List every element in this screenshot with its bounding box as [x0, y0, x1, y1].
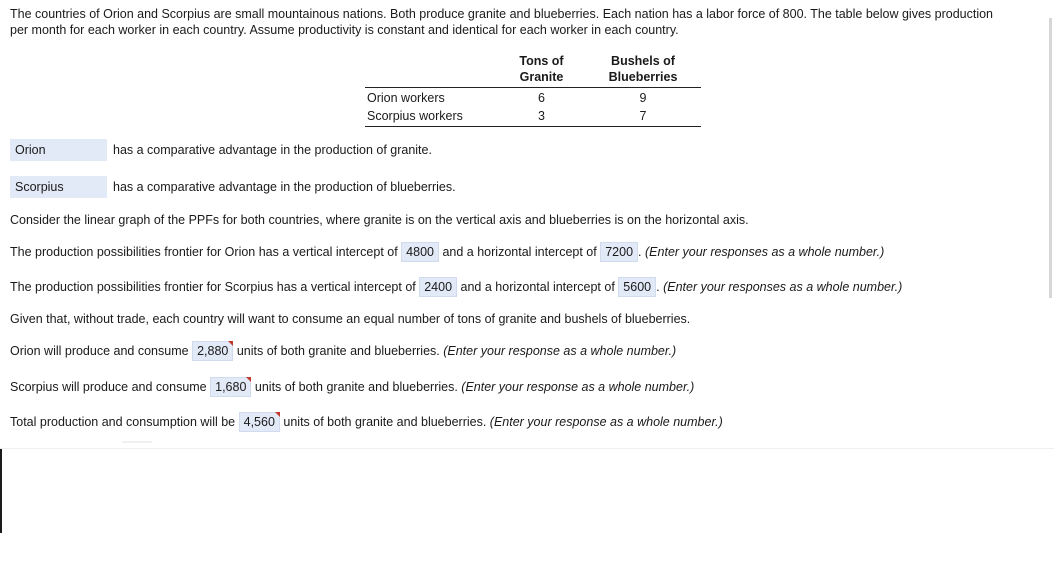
orion-consume-pre: Orion will produce and consume: [10, 344, 189, 358]
total-consume-post: units of both granite and blueberries.: [283, 415, 487, 429]
scorpius-consume-hint: (Enter your response as a whole number.): [461, 380, 695, 394]
left-edge-bar: [0, 449, 2, 533]
orion-consume-input[interactable]: 2,880: [192, 341, 233, 361]
table-header-empty: [365, 51, 498, 88]
cell-scorpius-granite: 3: [498, 107, 585, 127]
scorpius-consume-line: [10, 377, 694, 397]
consider-text: Consider the linear graph of the PPFs for both countries, where granite is on the vertical axis and blueberries is on the horizontal axis.: [10, 213, 749, 227]
scorpius-horizontal-intercept-input[interactable]: 5600: [618, 277, 656, 297]
ppf-orion-mid: and a horizontal intercept of: [442, 245, 597, 259]
intro-line-1: The countries of Orion and Scorpius are small mountainous nations. Both produce granite and blueberries. Each nation has a labor force of 800. The table below gives production: [10, 7, 994, 21]
cell-scorpius-blueberries: 7: [585, 107, 701, 127]
total-consume-input[interactable]: 4,560: [239, 412, 280, 432]
table-header-blueberries: Bushels of Blueberries: [585, 51, 701, 88]
problem-intro: [10, 6, 1040, 38]
granite-advantage-text: has a comparative advantage in the production of granite.: [113, 143, 432, 157]
orion-consume-line: [10, 341, 676, 361]
country-select-blueberries[interactable]: Scorpius: [10, 176, 107, 198]
ppf-scorpius-pre: The production possibilities frontier for Scorpius has a vertical intercept of: [10, 280, 416, 294]
table-header-row: [365, 51, 701, 88]
total-consume-pre: Total production and consumption will be: [10, 415, 236, 429]
row-label-orion: Orion workers: [367, 91, 445, 105]
table-header-granite: Tons of Granite: [498, 51, 585, 88]
table-row: [365, 88, 701, 108]
ppf-scorpius-mid: and a horizontal intercept of: [460, 280, 615, 294]
table-row: [365, 107, 701, 127]
ppf-scorpius-line: The production possibilities frontier for Scorpius has a vertical intercept of 2400 and a horizontal intercept of 5600 . (Enter your responses as a whole number.): [10, 277, 902, 297]
scorpius-consume-pre: Scorpius will produce and consume: [10, 380, 207, 394]
given-text: Given that, without trade, each country will want to consume an equal number of tons of granite and bushels of blueberries.: [10, 312, 691, 326]
ppf-orion-line: The production possibilities frontier for Orion has a vertical intercept of 4800 and a horizontal intercept of 7200 . (Enter your responses as a whole number.): [10, 242, 884, 262]
cell-orion-granite: 6: [538, 91, 545, 105]
total-consume-line: [10, 412, 723, 432]
cell-orion-blueberries: 9: [639, 91, 647, 105]
orion-vertical-intercept-input[interactable]: 4800: [401, 242, 439, 262]
ppf-orion-hint: (Enter your responses as a whole number.): [645, 245, 885, 259]
faint-mark: [122, 441, 152, 443]
scorpius-consume-post: units of both granite and blueberries.: [254, 380, 458, 394]
vertical-scrollbar[interactable]: [1049, 18, 1052, 298]
content-divider: [0, 448, 1054, 449]
total-consume-hint: (Enter your response as a whole number.): [489, 415, 723, 429]
orion-consume-post: units of both granite and blueberries.: [236, 344, 440, 358]
blueberries-advantage-text: has a comparative advantage in the production of blueberries.: [113, 180, 456, 194]
productivity-table: [365, 51, 701, 127]
orion-horizontal-intercept-input[interactable]: 7200: [600, 242, 638, 262]
scorpius-vertical-intercept-input[interactable]: 2400: [419, 277, 457, 297]
row-label-scorpius: Scorpius workers: [365, 107, 498, 127]
ppf-scorpius-hint: (Enter your responses as a whole number.): [663, 280, 903, 294]
scorpius-consume-input[interactable]: 1,680: [210, 377, 251, 397]
ppf-orion-pre: The production possibilities frontier for Orion has a vertical intercept of: [10, 245, 398, 259]
orion-consume-hint: (Enter your response as a whole number.): [443, 344, 677, 358]
intro-line-2: per month for each worker in each country. Assume productivity is constant and identical for each worker in each country.: [10, 23, 679, 37]
country-select-granite[interactable]: Orion: [10, 139, 107, 161]
